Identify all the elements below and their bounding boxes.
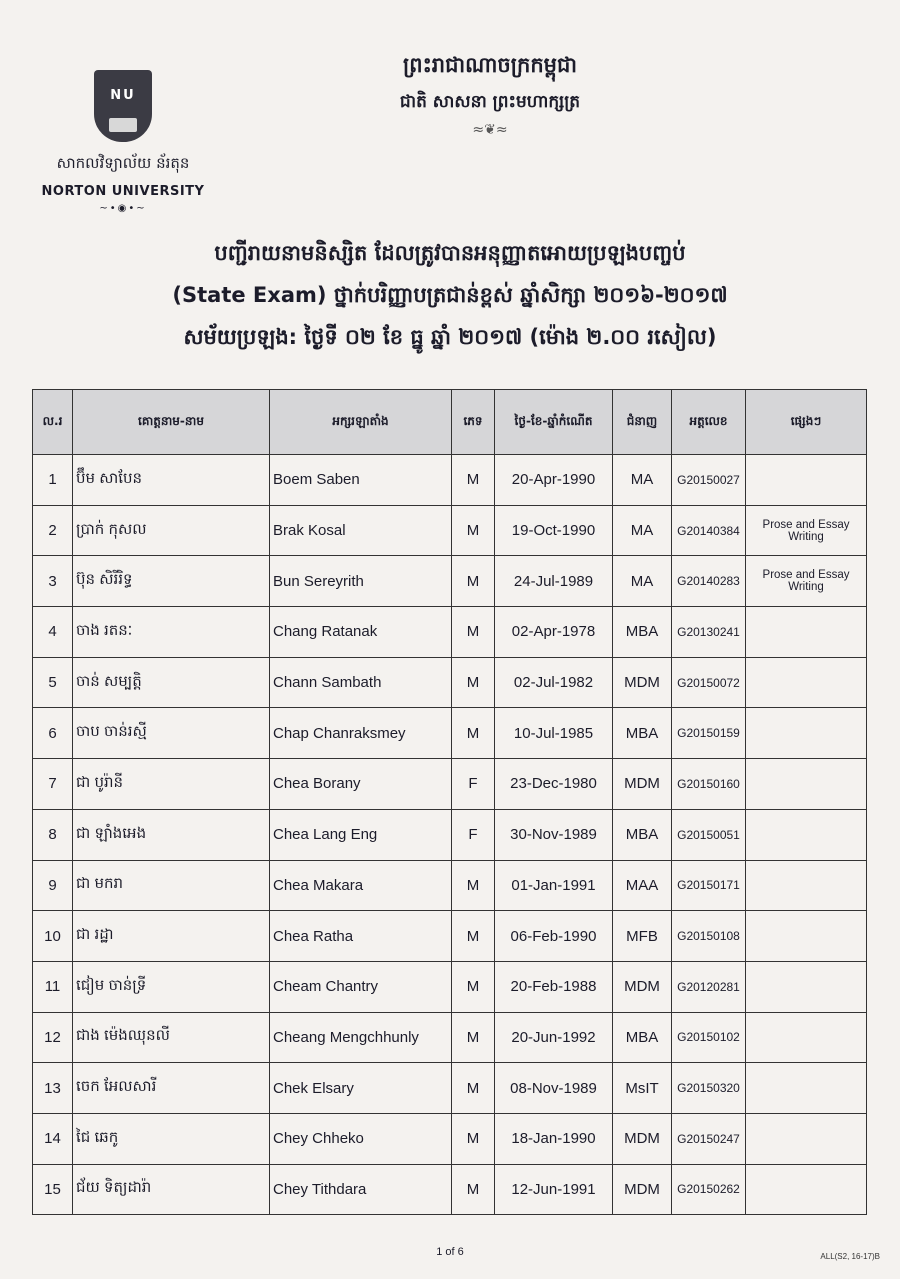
cell-kh-name: ជា មករា	[73, 860, 270, 911]
university-name-kh: សាកលវិទ្យាល័យ ន័រតុន	[56, 154, 190, 172]
cell-latin-name: Chea Borany	[270, 759, 452, 810]
cell-sex: M	[452, 556, 495, 607]
cell-dob: 08-Nov-1989	[495, 1063, 613, 1114]
cell-student-id: G20130241	[672, 607, 746, 658]
crest-book-icon	[109, 118, 137, 132]
table-row	[33, 911, 867, 962]
table-row	[33, 505, 867, 556]
cell-student-id: G20120281	[672, 961, 746, 1012]
cell-kh-name: ជាង ម៉េងឈុនលី	[73, 1012, 270, 1063]
cell-sex: M	[452, 961, 495, 1012]
cell-no: 10	[33, 911, 73, 962]
cell-kh-name: ចាន់ សម្បត្តិ	[73, 657, 270, 708]
table-row	[33, 1113, 867, 1164]
cell-no: 7	[33, 759, 73, 810]
student-roster-table	[32, 389, 867, 1215]
cell-major: MsIT	[613, 1063, 672, 1114]
document-title	[60, 232, 840, 358]
cell-student-id: G20150247	[672, 1113, 746, 1164]
cell-sex: M	[452, 607, 495, 658]
col-header-major: ជំនាញ	[613, 390, 672, 455]
cell-major: MBA	[613, 809, 672, 860]
cell-remark	[746, 607, 867, 658]
cell-dob: 02-Jul-1982	[495, 657, 613, 708]
cell-student-id: G20150072	[672, 657, 746, 708]
cell-kh-name: ជៀម ចាន់ទ្រី	[73, 961, 270, 1012]
cell-no: 9	[33, 860, 73, 911]
cell-no: 8	[33, 809, 73, 860]
cell-dob: 24-Jul-1989	[495, 556, 613, 607]
ornament-icon: ≈❦≈	[472, 122, 508, 138]
cell-latin-name: Chea Ratha	[270, 911, 452, 962]
cell-latin-name: Chang Ratanak	[270, 607, 452, 658]
cell-latin-name: Cheang Mengchhunly	[270, 1012, 452, 1063]
table-row	[33, 809, 867, 860]
cell-latin-name: Bun Sereyrith	[270, 556, 452, 607]
cell-kh-name: ប៊ុន សិរីរិទ្ធ	[73, 556, 270, 607]
cell-dob: 12-Jun-1991	[495, 1164, 613, 1215]
cell-latin-name: Chea Makara	[270, 860, 452, 911]
cell-sex: M	[452, 1012, 495, 1063]
cell-kh-name: ជៃ ឆេកូ	[73, 1113, 270, 1164]
cell-remark	[746, 1012, 867, 1063]
cell-major: MDM	[613, 1164, 672, 1215]
cell-kh-name: ប៊ឹម សាបែន	[73, 455, 270, 506]
cell-sex: F	[452, 759, 495, 810]
cell-remark	[746, 860, 867, 911]
table-row	[33, 708, 867, 759]
cell-no: 5	[33, 657, 73, 708]
cell-no: 12	[33, 1012, 73, 1063]
cell-sex: M	[452, 505, 495, 556]
title-line-2: (State Exam) ថ្នាក់បរិញ្ញាបត្រជាន់ខ្ពស់ ឆ្នាំសិក្សា ២០១៦-២០១៧	[172, 283, 728, 307]
cell-dob: 01-Jan-1991	[495, 860, 613, 911]
cell-dob: 20-Jun-1992	[495, 1012, 613, 1063]
col-header-latin-name: អក្សរឡាតាំង	[270, 390, 452, 455]
cell-latin-name: Cheam Chantry	[270, 961, 452, 1012]
cell-remark	[746, 708, 867, 759]
kingdom-line-2: ជាតិ សាសនា ព្រះមហាក្សត្រ	[399, 92, 581, 112]
cell-sex: M	[452, 1164, 495, 1215]
cell-kh-name: ចាប ចាន់រស្មី	[73, 708, 270, 759]
cell-kh-name: ជា រដ្ឋា	[73, 911, 270, 962]
cell-remark: Prose and Essay Writing	[746, 556, 867, 607]
kingdom-header	[250, 52, 730, 138]
cell-dob: 06-Feb-1990	[495, 911, 613, 962]
table-row	[33, 1063, 867, 1114]
cell-sex: M	[452, 1113, 495, 1164]
cell-student-id: G20150262	[672, 1164, 746, 1215]
kingdom-line-1: ព្រះរាជាណាចក្រកម្ពុជា	[402, 53, 577, 77]
cell-student-id: G20150102	[672, 1012, 746, 1063]
cell-dob: 10-Jul-1985	[495, 708, 613, 759]
table-row	[33, 556, 867, 607]
cell-sex: M	[452, 860, 495, 911]
col-header-dob: ថ្ងៃ-ខែ-ឆ្នាំកំណើត	[495, 390, 613, 455]
cell-remark	[746, 911, 867, 962]
cell-major: MA	[613, 556, 672, 607]
cell-kh-name: ជា បូរ៉ានី	[73, 759, 270, 810]
university-crest-icon	[94, 70, 152, 142]
cell-major: MAA	[613, 860, 672, 911]
cell-dob: 23-Dec-1980	[495, 759, 613, 810]
cell-student-id: G20150051	[672, 809, 746, 860]
cell-major: MDM	[613, 961, 672, 1012]
table-row	[33, 455, 867, 506]
cell-sex: M	[452, 455, 495, 506]
cell-dob: 20-Apr-1990	[495, 455, 613, 506]
cell-remark	[746, 1113, 867, 1164]
cell-latin-name: Chap Chanraksmey	[270, 708, 452, 759]
table-row	[33, 860, 867, 911]
cell-major: MFB	[613, 911, 672, 962]
table-row	[33, 961, 867, 1012]
cell-latin-name: Chea Lang Eng	[270, 809, 452, 860]
cell-dob: 02-Apr-1978	[495, 607, 613, 658]
col-header-id: អត្តលេខ	[672, 390, 746, 455]
cell-remark	[746, 455, 867, 506]
crest-letters: NU	[110, 88, 136, 103]
cell-no: 13	[33, 1063, 73, 1114]
cell-remark	[746, 1063, 867, 1114]
table-row	[33, 1164, 867, 1215]
title-line-1: បញ្ជីរាយនាមនិស្សិត ដែលត្រូវបានអនុញ្ញាតអោយប្រឡងបញ្ចប់	[214, 241, 686, 265]
cell-major: MBA	[613, 607, 672, 658]
table-row	[33, 759, 867, 810]
ornament-icon: ~•◉•~	[99, 203, 147, 214]
cell-latin-name: Chek Elsary	[270, 1063, 452, 1114]
cell-student-id: G20140384	[672, 505, 746, 556]
university-logo-block	[38, 70, 208, 214]
cell-kh-name: ប្រាក់ កុសល	[73, 505, 270, 556]
cell-latin-name: Chey Chheko	[270, 1113, 452, 1164]
cell-student-id: G20140283	[672, 556, 746, 607]
cell-no: 3	[33, 556, 73, 607]
table-body	[33, 455, 867, 1215]
cell-latin-name: Chann Sambath	[270, 657, 452, 708]
cell-major: MDM	[613, 1113, 672, 1164]
cell-student-id: G20150160	[672, 759, 746, 810]
cell-dob: 20-Feb-1988	[495, 961, 613, 1012]
cell-kh-name: ជ័យ ទិត្យដារ៉ា	[73, 1164, 270, 1215]
cell-sex: M	[452, 657, 495, 708]
cell-kh-name: ចាង រតនៈ	[73, 607, 270, 658]
cell-latin-name: Brak Kosal	[270, 505, 452, 556]
cell-sex: M	[452, 1063, 495, 1114]
cell-no: 14	[33, 1113, 73, 1164]
page-number: 1 of 6	[436, 1246, 464, 1258]
cell-sex: M	[452, 708, 495, 759]
cell-kh-name: ជា ឡាំងអេង	[73, 809, 270, 860]
cell-dob: 18-Jan-1990	[495, 1113, 613, 1164]
university-name-en: NORTON UNIVERSITY	[41, 184, 205, 199]
cell-student-id: G20150108	[672, 911, 746, 962]
cell-no: 4	[33, 607, 73, 658]
cell-latin-name: Chey Tithdara	[270, 1164, 452, 1215]
cell-remark	[746, 809, 867, 860]
cell-student-id: G20150027	[672, 455, 746, 506]
table-row	[33, 607, 867, 658]
col-header-kh-name: គោត្តនាម-នាម	[73, 390, 270, 455]
title-line-3: សម័យប្រឡង: ថ្ងៃទី ០២ ខែ ធ្នូ ឆ្នាំ ២០១៧ (ម៉ោង ២.០០ រសៀល)	[183, 325, 717, 349]
cell-remark	[746, 1164, 867, 1215]
cell-dob: 30-Nov-1989	[495, 809, 613, 860]
cell-major: MA	[613, 505, 672, 556]
cell-major: MDM	[613, 657, 672, 708]
cell-major: MBA	[613, 708, 672, 759]
col-header-remark: ផ្សេងៗ	[746, 390, 867, 455]
cell-remark	[746, 961, 867, 1012]
cell-dob: 19-Oct-1990	[495, 505, 613, 556]
col-header-sex: ភេទ	[452, 390, 495, 455]
cell-latin-name: Boem Saben	[270, 455, 452, 506]
cell-student-id: G20150171	[672, 860, 746, 911]
cell-no: 11	[33, 961, 73, 1012]
col-header-no: ល.រ	[33, 390, 73, 455]
cell-remark	[746, 657, 867, 708]
cell-student-id: G20150320	[672, 1063, 746, 1114]
cell-kh-name: ចេក អែលសារី	[73, 1063, 270, 1114]
cell-major: MDM	[613, 759, 672, 810]
cell-sex: F	[452, 809, 495, 860]
table-header-row	[33, 390, 867, 455]
cell-remark	[746, 759, 867, 810]
cell-student-id: G20150159	[672, 708, 746, 759]
document-reference: ALL(S2, 16-17)B	[820, 1252, 880, 1261]
cell-major: MA	[613, 455, 672, 506]
cell-remark: Prose and Essay Writing	[746, 505, 867, 556]
table-row	[33, 657, 867, 708]
cell-sex: M	[452, 911, 495, 962]
cell-no: 2	[33, 505, 73, 556]
cell-no: 6	[33, 708, 73, 759]
cell-no: 1	[33, 455, 73, 506]
cell-major: MBA	[613, 1012, 672, 1063]
table-row	[33, 1012, 867, 1063]
cell-no: 15	[33, 1164, 73, 1215]
